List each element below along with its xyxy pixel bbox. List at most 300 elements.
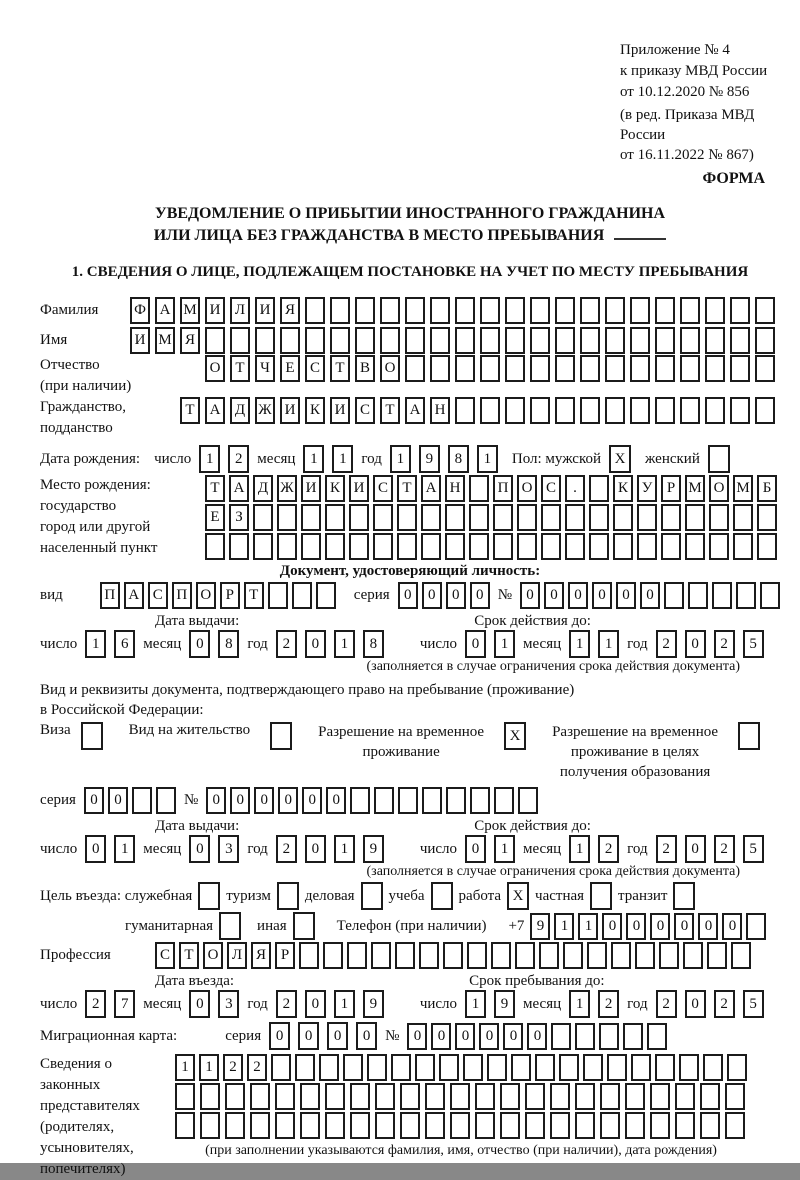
form-cell: 0 [431, 1023, 451, 1050]
form-cell: С [373, 475, 393, 502]
temp-education-label [552, 722, 718, 782]
doc-series-label: серия [353, 587, 390, 603]
form-cell: 0 [398, 582, 418, 609]
year-label: год [627, 635, 648, 652]
entry-date-label: Дата въезда: [155, 973, 235, 989]
title-line-2-text: ИЛИ ЛИЦА БЕЗ ГРАЖДАНСТВА В МЕСТО ПРЕБЫВАНИЯ [153, 227, 605, 244]
migration-card-label: Миграционная карта: [40, 1027, 178, 1044]
form-cell [550, 1112, 570, 1139]
form-cell [725, 1112, 745, 1139]
form-cell: И [330, 397, 350, 424]
form-cell [301, 533, 321, 560]
form-cell [650, 1083, 670, 1110]
form-cell: 0 [305, 990, 326, 1018]
entry-stay-dates [40, 990, 780, 1018]
amendment-block [620, 105, 780, 165]
form-cell [343, 1054, 363, 1081]
form-cell: 1 [494, 630, 515, 658]
year-label: год [361, 450, 382, 467]
form-cell: 0 [465, 630, 486, 658]
form-cell [430, 297, 450, 324]
res-valid-day-cells [465, 835, 515, 863]
form-cell: 0 [479, 1023, 499, 1050]
form-cell: Т [179, 942, 199, 969]
form-cell [132, 787, 152, 814]
res-issue-year-cells [276, 835, 384, 863]
form-cell [613, 504, 633, 531]
form-cell [253, 533, 273, 560]
form-cell: 1 [465, 990, 486, 1018]
form-cell [299, 942, 319, 969]
form-cell: К [325, 475, 345, 502]
form-cell [350, 1083, 370, 1110]
form-cell: 0 [305, 835, 326, 863]
form-cell [685, 504, 705, 531]
title-line-1: УВЕДОМЛЕНИЕ О ПРИБЫТИИ ИНОСТРАННОГО ГРАЖДАНИНА [154, 205, 666, 222]
form-cell: 0 [206, 787, 226, 814]
form-cell [725, 1083, 745, 1110]
form-cell: 2 [223, 1054, 243, 1081]
form-cell: А [155, 297, 175, 324]
entry-day-cells [85, 990, 135, 1018]
form-cell: А [205, 397, 225, 424]
form-cell [397, 533, 417, 560]
form-cell [430, 327, 450, 354]
representatives-row1 [175, 1054, 747, 1081]
amendment-line: (в ред. Приказа МВД России [620, 107, 755, 143]
form-cell [505, 397, 525, 424]
form-cell [575, 1112, 595, 1139]
form-cell: Д [253, 475, 273, 502]
mig-series-cells [269, 1022, 377, 1050]
res-issue-date-label: Дата выдачи: [155, 818, 240, 834]
form-cell [530, 397, 550, 424]
doc-number-label: № [497, 587, 512, 603]
field-patronymic [40, 355, 780, 397]
form-cell [555, 355, 575, 382]
form-cell [275, 1083, 295, 1110]
form-cell: 8 [218, 630, 239, 658]
form-cell [493, 504, 513, 531]
form-cell: А [421, 475, 441, 502]
form-cell: 8 [363, 630, 384, 658]
form-cell: 1 [477, 445, 498, 473]
field-doc-kind [40, 582, 780, 609]
day-label: число [419, 635, 458, 652]
form-cell: 1 [85, 630, 106, 658]
form-cell: 1 [569, 630, 590, 658]
private-label: частная [535, 887, 585, 904]
form-cell [470, 787, 490, 814]
form-cell [225, 1083, 245, 1110]
form-cell [405, 327, 425, 354]
residence-doc-options [40, 722, 780, 782]
form-cell: К [613, 475, 633, 502]
checkbox-male: X [609, 445, 631, 473]
form-cell: . [565, 475, 585, 502]
form-cell [757, 504, 777, 531]
humanitarian-label: гуманитарная [125, 917, 214, 934]
form-cell [475, 1112, 495, 1139]
form-cell [630, 297, 650, 324]
citizenship-cells [180, 397, 775, 424]
birth-place-label-line1: Место рождения: [40, 477, 151, 493]
form-cell: 8 [448, 445, 469, 473]
form-cell [421, 533, 441, 560]
form-cell [305, 327, 325, 354]
form-cell [350, 787, 370, 814]
form-cell [225, 1112, 245, 1139]
temp-residence-label-line2: проживание [362, 744, 440, 760]
form-cell: 9 [419, 445, 440, 473]
form-cell: И [205, 297, 225, 324]
form-cell: 0 [465, 835, 486, 863]
phone-prefix: +7 [508, 917, 525, 934]
form-cell: Е [205, 504, 225, 531]
form-cell: 5 [743, 630, 764, 658]
form-cell: З [229, 504, 249, 531]
patronymic-label-line2: (при наличии) [40, 378, 132, 394]
form-cell: У [637, 475, 657, 502]
representatives-note: (при заполнении указываются фамилия, имя, отчество (при наличии), дата рождения) [205, 1143, 717, 1158]
transit-label: транзит [618, 887, 668, 904]
form-cell [685, 533, 705, 560]
form-cell: 0 [230, 787, 250, 814]
form-cell [505, 355, 525, 382]
form-cell [480, 327, 500, 354]
form-cell: 0 [685, 630, 706, 658]
form-cell: П [172, 582, 192, 609]
form-cell: 1 [494, 835, 515, 863]
form-cell [655, 355, 675, 382]
form-cell: 7 [114, 990, 135, 1018]
form-cell [679, 1054, 699, 1081]
form-cell: 6 [114, 630, 135, 658]
form-cell [250, 1112, 270, 1139]
form-cell: 2 [276, 835, 297, 863]
form-cell [712, 582, 732, 609]
form-cell: 2 [247, 1054, 267, 1081]
form-cell: 9 [494, 990, 515, 1018]
checkbox-female [708, 445, 730, 473]
form-cell: 0 [602, 913, 622, 940]
checkbox-work: X [507, 882, 529, 910]
form-cell [422, 787, 442, 814]
checkbox-temp-education [738, 722, 760, 750]
form-cell: Ф [130, 297, 150, 324]
form-cell: 1 [199, 445, 220, 473]
year-label: год [247, 995, 268, 1012]
form-cell: С [148, 582, 168, 609]
field-birth-date [40, 445, 780, 473]
form-cell [605, 327, 625, 354]
phone-label: Телефон (при наличии) [336, 917, 487, 934]
form-cell: 0 [520, 582, 540, 609]
form-cell [455, 397, 475, 424]
form-cell [731, 942, 751, 969]
form-cell [575, 1023, 595, 1050]
form-cell [421, 504, 441, 531]
form-cell: 0 [84, 787, 104, 814]
form-cell: 0 [544, 582, 564, 609]
form-cell: 0 [698, 913, 718, 940]
form-cell [733, 533, 753, 560]
form-cell: 0 [326, 787, 346, 814]
form-cell [550, 1083, 570, 1110]
form-cell [730, 327, 750, 354]
birth-date-label: Дата рождения: [40, 450, 141, 467]
form-cell [760, 582, 780, 609]
form-cell: И [255, 297, 275, 324]
purpose-label: Цель въезда: служебная [40, 887, 193, 904]
form-cell [400, 1083, 420, 1110]
res-valid-until-label: Срок действия до: [474, 818, 591, 834]
form-cell: Р [275, 942, 295, 969]
form-cell [661, 504, 681, 531]
patronymic-cells [205, 355, 775, 382]
res-valid-month-cells [569, 835, 619, 863]
form-cell [757, 533, 777, 560]
form-cell: 1 [303, 445, 324, 473]
form-cell [175, 1083, 195, 1110]
form-cell: О [203, 942, 223, 969]
form-cell: И [349, 475, 369, 502]
form-cell: П [493, 475, 513, 502]
form-cell [205, 533, 225, 560]
form-cell: 0 [616, 582, 636, 609]
appendix-line: к приказу МВД России [620, 63, 768, 79]
form-cell: О [196, 582, 216, 609]
representatives-label-line6: попечителях) [40, 1161, 126, 1177]
form-cell [375, 1083, 395, 1110]
form-cell [555, 397, 575, 424]
form-cell [655, 327, 675, 354]
name-label: Имя [40, 332, 68, 348]
form-cell: Я [251, 942, 271, 969]
form-cell: О [205, 355, 225, 382]
form-cell [755, 327, 775, 354]
field-residence-doc-number [40, 787, 780, 814]
form-cell [380, 297, 400, 324]
profession-cells [155, 942, 751, 969]
form-cell: А [405, 397, 425, 424]
form-cell: Б [757, 475, 777, 502]
res-series-label: серия [40, 792, 76, 808]
form-cell [301, 504, 321, 531]
form-cell [200, 1112, 220, 1139]
form-cell [559, 1054, 579, 1081]
temp-education-label-line3: получения образования [559, 764, 711, 780]
form-cell [277, 533, 297, 560]
form-cell [371, 942, 391, 969]
birth-place-label-line3: город или другой [40, 519, 151, 535]
form-cell [580, 327, 600, 354]
form-cell: Т [380, 397, 400, 424]
day-label: число [40, 995, 78, 1012]
entry-year-cells [276, 990, 384, 1018]
form-cell [469, 504, 489, 531]
res-valid-date-group [420, 835, 764, 863]
form-cell: 0 [305, 630, 326, 658]
checkbox-residence-permit [270, 722, 292, 750]
form-cell [700, 1083, 720, 1110]
form-cell: 0 [189, 630, 210, 658]
form-cell: 1 [334, 835, 355, 863]
res-issue-date-group [40, 835, 384, 863]
form-cell [515, 942, 535, 969]
form-cell [517, 504, 537, 531]
citizenship-label-line2: подданство [40, 420, 113, 436]
temp-education-label-line2: проживание в целях [570, 744, 700, 760]
res-valid-year-cells [656, 835, 764, 863]
form-cell [455, 327, 475, 354]
checkbox-visa [81, 722, 103, 750]
form-cell: 0 [269, 1022, 290, 1050]
form-cell [439, 1054, 459, 1081]
form-cell: 1 [332, 445, 353, 473]
form-cell [205, 327, 225, 354]
res-date-heads [40, 818, 780, 834]
form-cell: С [155, 942, 175, 969]
form-cell [680, 297, 700, 324]
form-cell [275, 1112, 295, 1139]
form-cell [277, 504, 297, 531]
residence-doc-text [40, 680, 780, 720]
form-cell [675, 1083, 695, 1110]
checkbox-transit [673, 882, 695, 910]
form-cell: С [541, 475, 561, 502]
field-phone [40, 912, 780, 940]
form-cell: 2 [276, 630, 297, 658]
form-cell [255, 327, 275, 354]
form-cell [688, 582, 708, 609]
appendix-line: Приложение № 4 [620, 42, 730, 58]
form-cell [755, 355, 775, 382]
form-cell: 1 [554, 913, 574, 940]
form-cell: Т [180, 397, 200, 424]
form-cell: 1 [114, 835, 135, 863]
form-cell [589, 533, 609, 560]
form-cell: Н [445, 475, 465, 502]
form-cell: 0 [592, 582, 612, 609]
form-cell [323, 942, 343, 969]
form-cell [292, 582, 312, 609]
form-cell: М [180, 297, 200, 324]
form-cell: 3 [218, 990, 239, 1018]
birth-place-label-line2: государство [40, 498, 117, 514]
form-cell [480, 297, 500, 324]
doc-valid-date-group [420, 630, 764, 658]
form-cell: О [517, 475, 537, 502]
form-cell [703, 1054, 723, 1081]
field-citizenship [40, 397, 780, 439]
doc-number-cells [520, 582, 780, 609]
doc-kind-cells [100, 582, 336, 609]
field-representatives [40, 1054, 780, 1180]
res-series-cells [84, 787, 176, 814]
form-cell [391, 1054, 411, 1081]
form-cell: 1 [334, 630, 355, 658]
form-cell [631, 1054, 651, 1081]
day-label: число [419, 995, 458, 1012]
stay-until-label: Срок пребывания до: [469, 973, 605, 989]
form-cell: Е [280, 355, 300, 382]
form-cell: Р [661, 475, 681, 502]
field-name [40, 327, 780, 354]
form-cell [730, 297, 750, 324]
form-cell [705, 297, 725, 324]
form-cell [175, 1112, 195, 1139]
representatives-label-line2: законных [40, 1077, 101, 1093]
month-label: месяц [523, 840, 562, 857]
form-cell [375, 1112, 395, 1139]
form-cell: 9 [363, 990, 384, 1018]
form-cell [280, 327, 300, 354]
form-cell [367, 1054, 387, 1081]
form-cell [525, 1112, 545, 1139]
form-cell [541, 533, 561, 560]
form-cell [325, 504, 345, 531]
form-cell: И [130, 327, 150, 354]
form-cell [664, 582, 684, 609]
form-cell [446, 787, 466, 814]
form-cell [555, 327, 575, 354]
form-cell [630, 327, 650, 354]
form-cell: 0 [298, 1022, 319, 1050]
form-cell [661, 533, 681, 560]
form-cell: Я [280, 297, 300, 324]
day-label: число [40, 635, 78, 652]
form-cell [253, 504, 273, 531]
form-cell [755, 297, 775, 324]
form-cell [469, 475, 489, 502]
form-cell [683, 942, 703, 969]
day-label: число [40, 840, 78, 857]
day-label: число [419, 840, 458, 857]
field-migration-card [40, 1022, 780, 1050]
validity-note: (заполняется в случае ограничения срока действия документа) [366, 864, 740, 879]
residence-doc-line2: в Российской Федерации: [40, 702, 204, 718]
representatives-label [40, 1054, 175, 1180]
temp-education-label-line1: Разрешение на временное [552, 724, 719, 740]
form-cell [605, 297, 625, 324]
form-cell [455, 355, 475, 382]
validity-note: (заполняется в случае ограничения срока действия документа) [366, 659, 740, 674]
form-cell [325, 533, 345, 560]
form-cell [613, 533, 633, 560]
entry-date-heads [40, 973, 780, 989]
form-cell [605, 355, 625, 382]
form-cell [625, 1083, 645, 1110]
form-cell: Л [230, 297, 250, 324]
form-cell [575, 1083, 595, 1110]
month-label: месяц [143, 635, 182, 652]
form-cell: 0 [85, 835, 106, 863]
form-cell [655, 397, 675, 424]
citizenship-label [40, 397, 180, 439]
checkbox-temp-residence: X [504, 722, 526, 750]
form-cell [230, 327, 250, 354]
form-cell [349, 504, 369, 531]
form-cell [733, 504, 753, 531]
stay-date-group [420, 990, 764, 1018]
temp-residence-label-line1: Разрешение на временное [318, 724, 485, 740]
form-cell [475, 1083, 495, 1110]
business-label: деловая [304, 887, 355, 904]
form-cell [415, 1054, 435, 1081]
section1-heading: 1. СВЕДЕНИЯ О ЛИЦЕ, ПОДЛЕЖАЩЕМ ПОСТАНОВКЕ НА УЧЕТ ПО МЕСТУ ПРЕБЫВАНИЯ [71, 264, 749, 280]
profession-label: Профессия [40, 947, 111, 963]
